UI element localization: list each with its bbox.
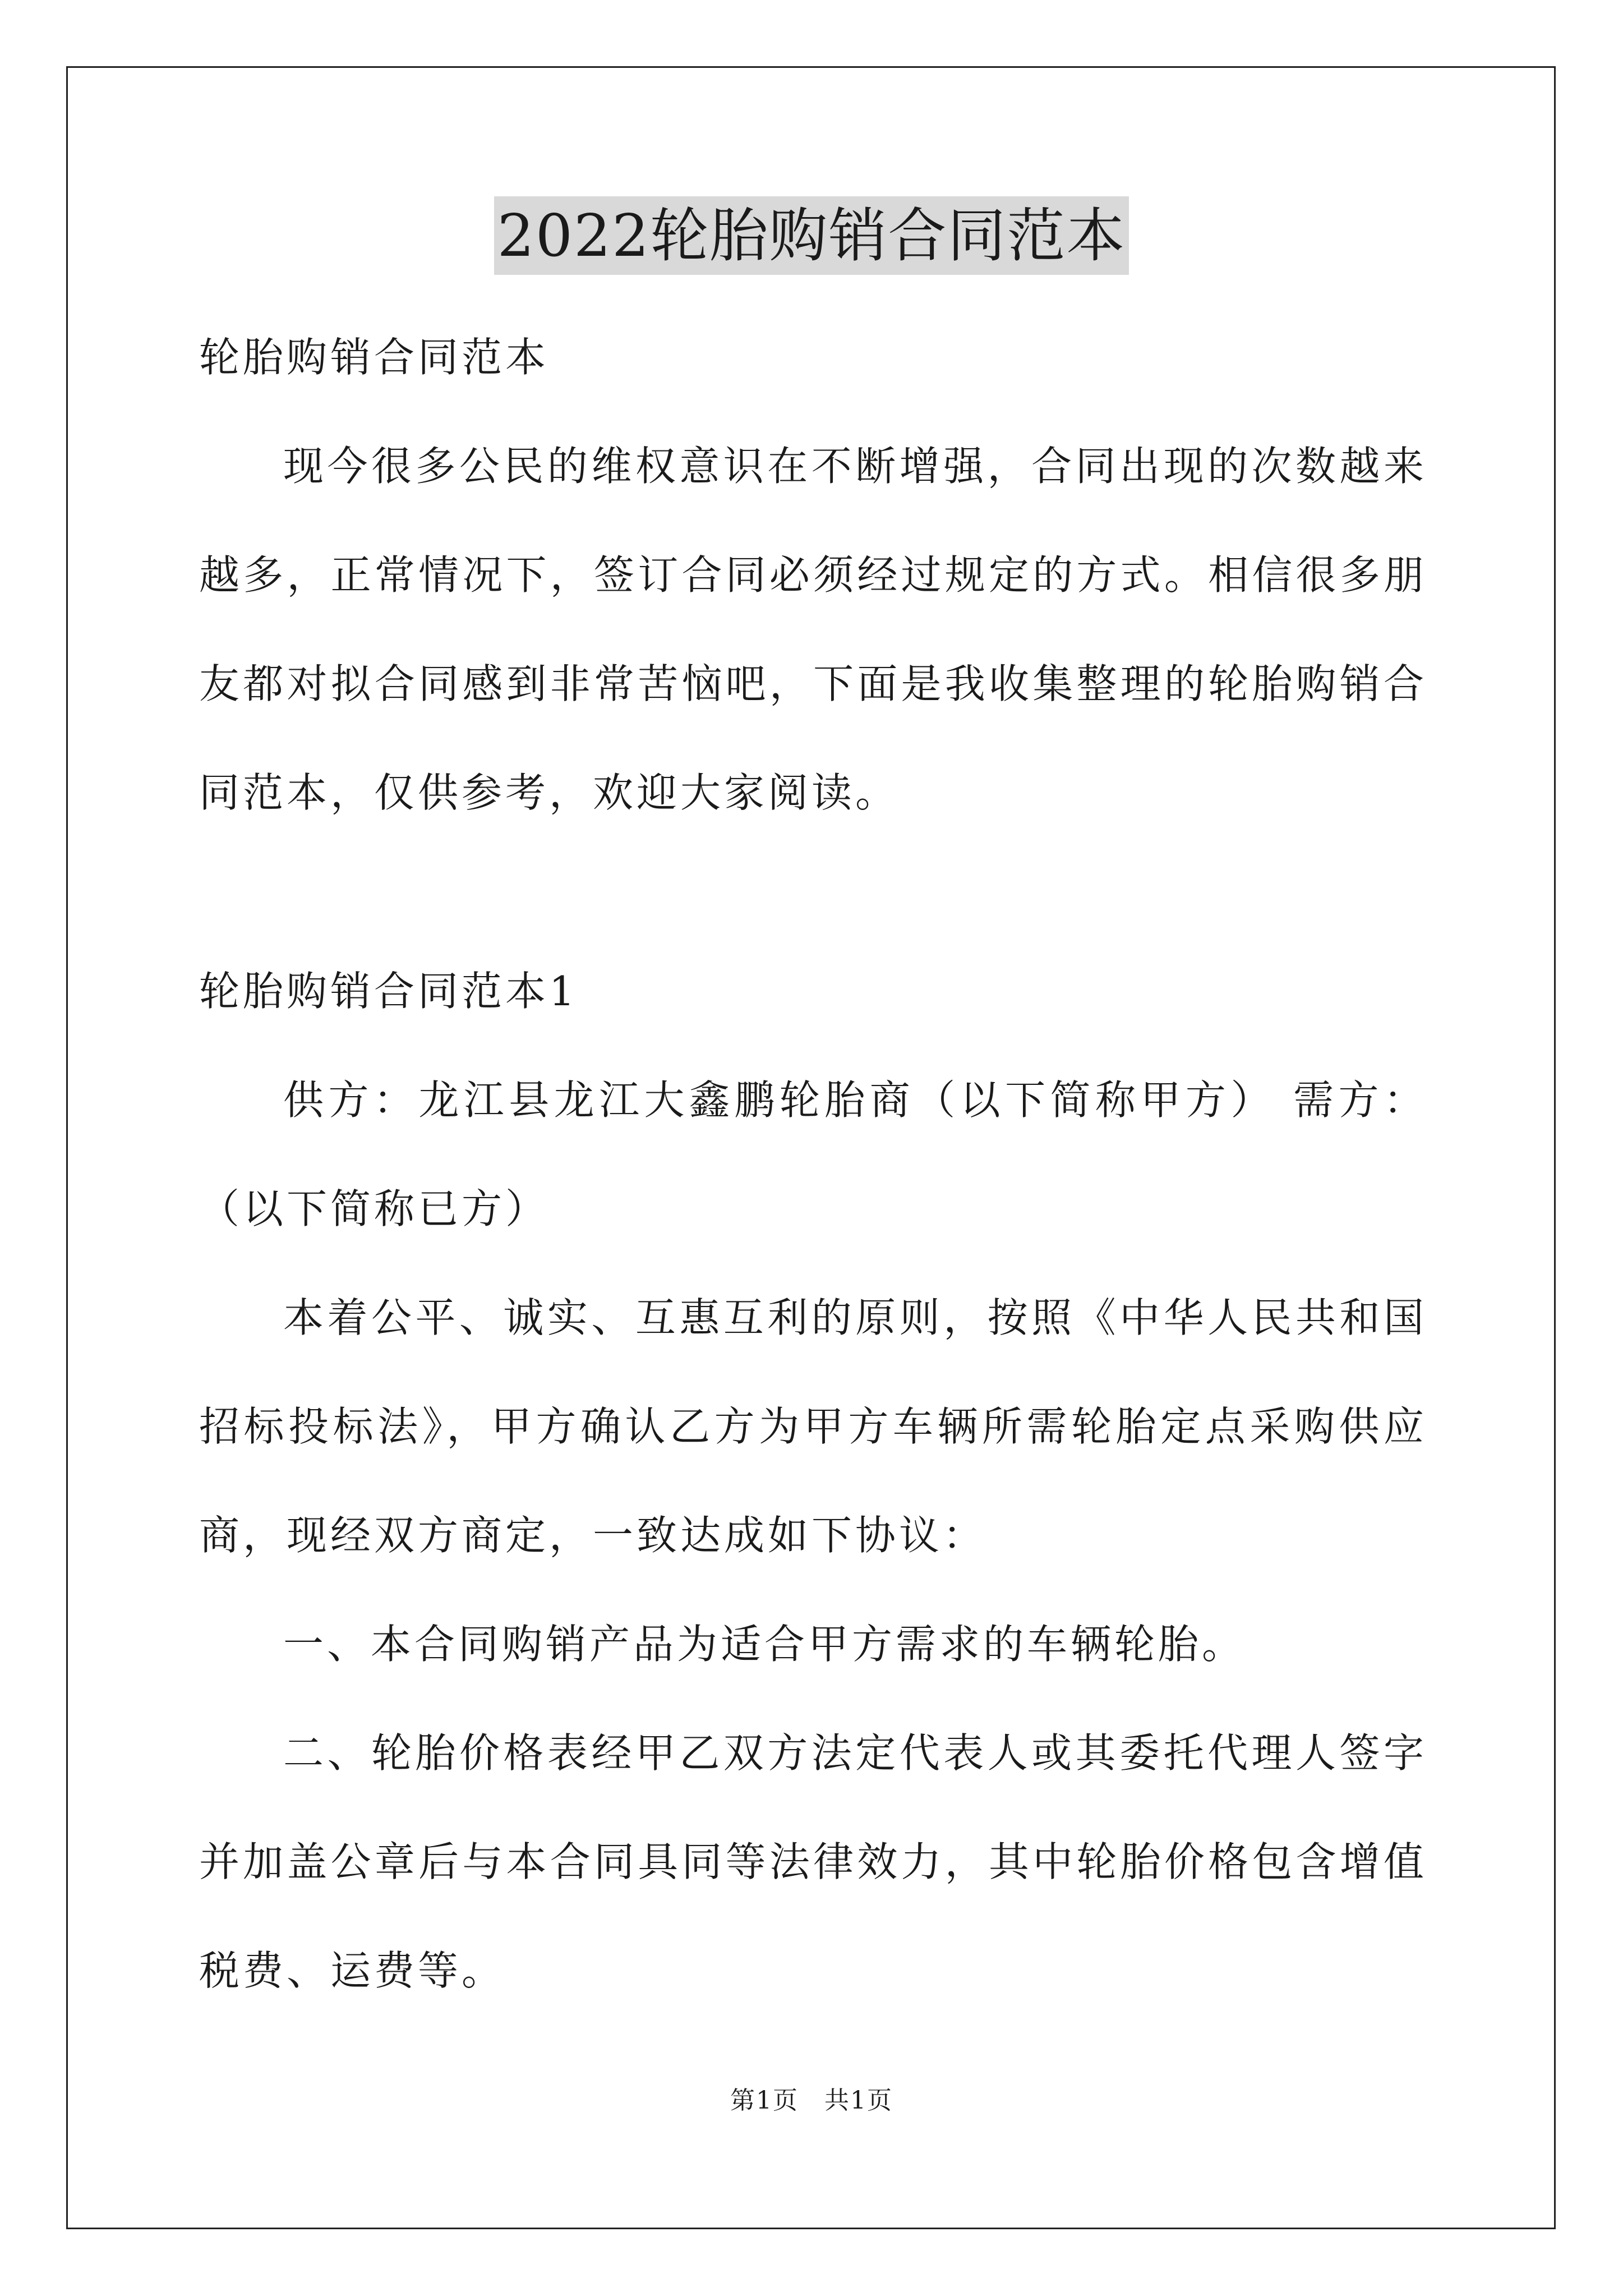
principle-paragraph: 本着公平、诚实、互惠互利的原则，按照《中华人民共和国招标投标法》，甲方确认乙方为甲方车辆所需轮胎定点采购供应商，现经双方商定，一致达成如下协议： — [199, 1294, 1427, 1559]
title-container — [0, 196, 1623, 275]
section-heading: 轮胎购销合同范本1 — [199, 968, 578, 1015]
document-title: 2022轮胎购销合同范本 — [494, 196, 1129, 275]
clause-1-paragraph: 一、本合同购销产品为适合甲方需求的车辆轮胎。 — [283, 1621, 1246, 1668]
document-subtitle: 轮胎购销合同范本 — [199, 334, 550, 381]
document-body — [199, 303, 1427, 2025]
page-footer: 第1页 共1页 — [730, 2086, 893, 2115]
parties-paragraph: 供方：龙江县龙江大鑫鹏轮胎商（以下简称甲方） 需方： （以下简称已方） — [199, 1076, 1427, 1232]
intro-paragraph: 现今很多公民的维权意识在不断增强，合同出现的次数越来越多，正常情况下，签订合同必须经过规定的方式。相信很多朋友都对拟合同感到非常苦恼吧，下面是我收集整理的轮胎购销合同范本，仅供参考，欢迎大家阅读。 — [199, 443, 1427, 816]
clause-2-paragraph: 二、轮胎价格表经甲乙双方法定代表人或其委托代理人签字并加盖公章后与本合同具同等法律效力，其中轮胎价格包含增值税费、运费等。 — [199, 1729, 1427, 1994]
